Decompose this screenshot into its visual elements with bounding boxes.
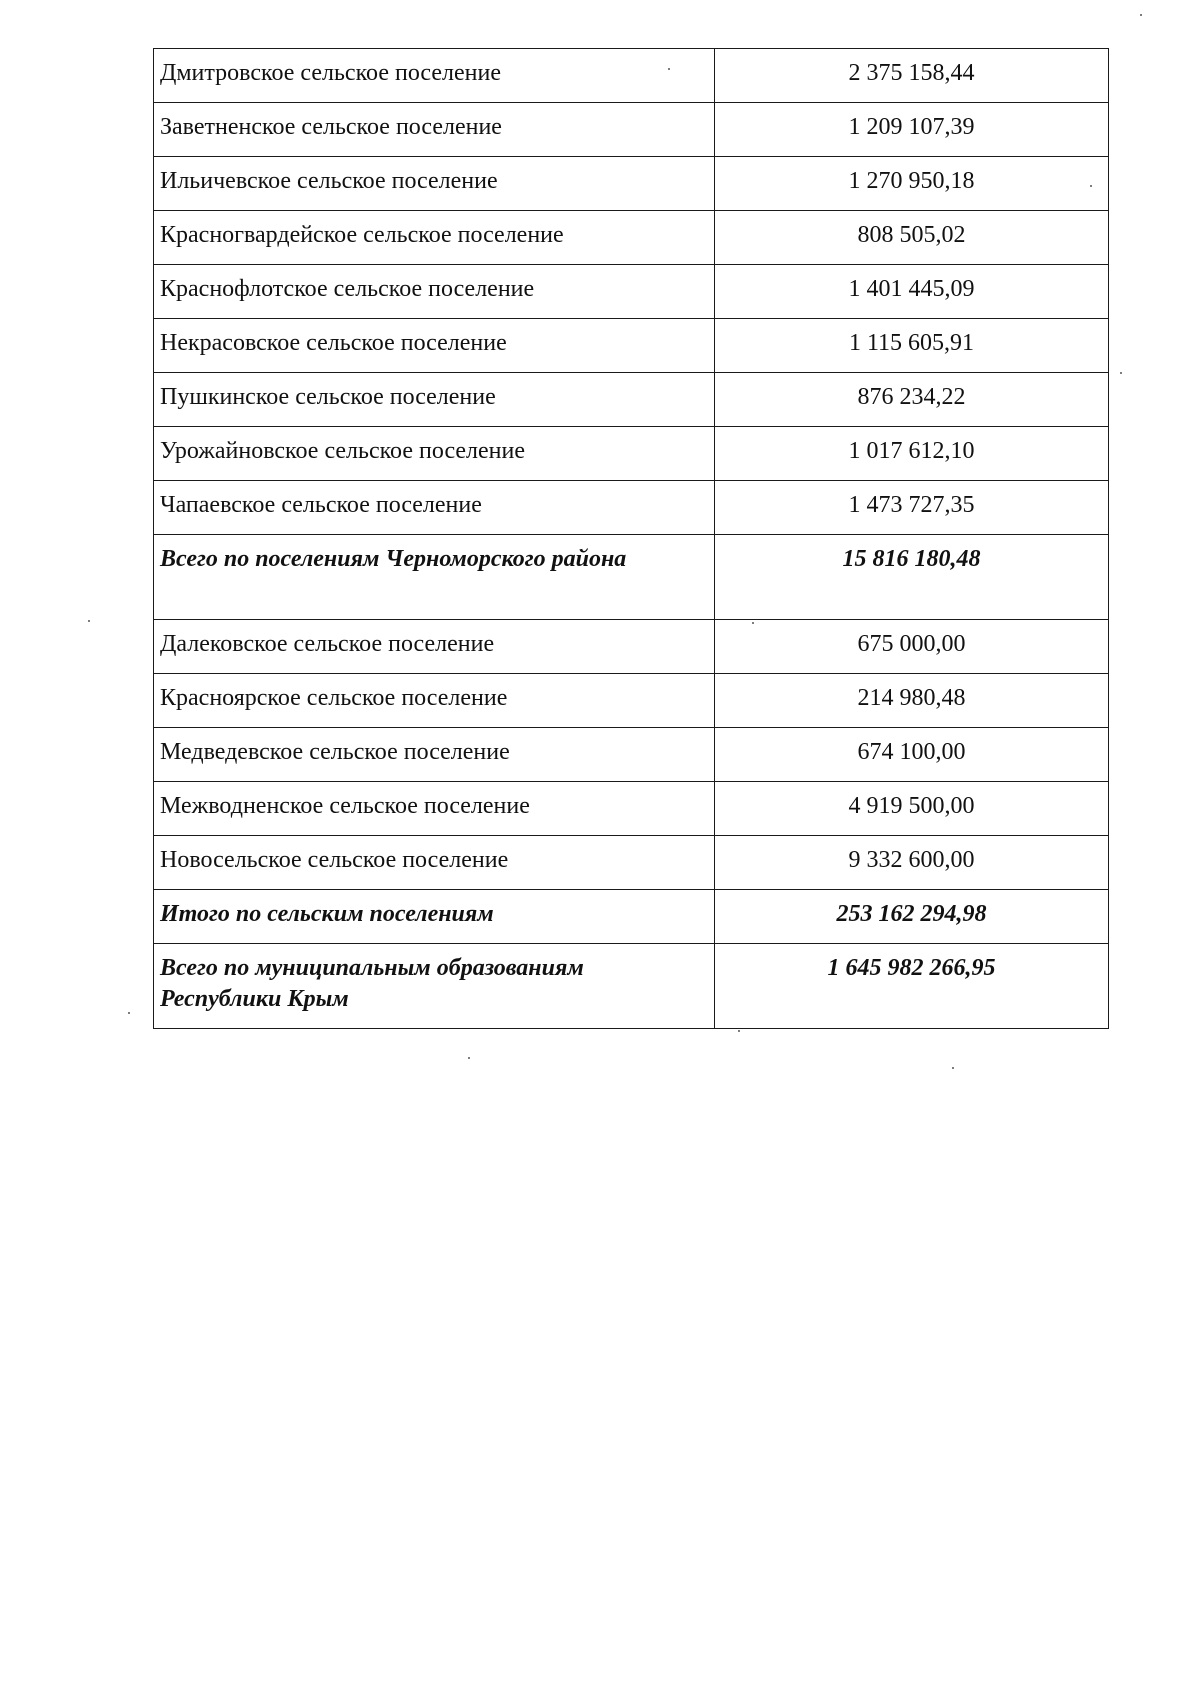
amount-cell: 2 375 158,44 (715, 49, 1109, 103)
scan-speck (1140, 14, 1142, 16)
settlement-name-cell: Красногвардейское сельское поселение (154, 211, 715, 265)
amount-cell: 1 209 107,39 (715, 103, 1109, 157)
table-row (154, 728, 1109, 782)
table-row (154, 481, 1109, 535)
settlement-name-cell: Красноярское сельское поселение (154, 674, 715, 728)
table-row (154, 674, 1109, 728)
amount-cell: 808 505,02 (715, 211, 1109, 265)
amount-cell: 9 332 600,00 (715, 836, 1109, 890)
amount-cell: 1 473 727,35 (715, 481, 1109, 535)
amount-cell: 1 401 445,09 (715, 265, 1109, 319)
table-row (154, 319, 1109, 373)
settlement-name-cell: Некрасовское сельское поселение (154, 319, 715, 373)
scan-speck (738, 1030, 740, 1032)
amount-cell: 675 000,00 (715, 620, 1109, 674)
amount-cell: 1 115 605,91 (715, 319, 1109, 373)
table-body (154, 49, 1109, 1029)
table-row (154, 620, 1109, 674)
table-row (154, 211, 1109, 265)
scan-speck (668, 68, 670, 70)
amount-cell: 1 270 950,18 (715, 157, 1109, 211)
grand-total-row (154, 944, 1109, 1029)
scan-speck (128, 1012, 130, 1014)
scan-speck (752, 622, 754, 624)
table-row (154, 836, 1109, 890)
settlement-name-cell: Чапаевское сельское поселение (154, 481, 715, 535)
grand-total-amount-cell: 1 645 982 266,95 (715, 944, 1109, 1029)
settlement-name-cell: Ильичевское сельское поселение (154, 157, 715, 211)
settlement-name-cell: Пушкинское сельское поселение (154, 373, 715, 427)
amount-cell: 214 980,48 (715, 674, 1109, 728)
scan-speck (1090, 185, 1092, 187)
total-amount-cell: 253 162 294,98 (715, 890, 1109, 944)
table-row (154, 49, 1109, 103)
settlement-name-cell: Межводненское сельское поселение (154, 782, 715, 836)
scan-speck (952, 1067, 954, 1069)
table-row (154, 103, 1109, 157)
rural-total-row (154, 890, 1109, 944)
settlement-name-cell: Новосельское сельское поселение (154, 836, 715, 890)
amount-cell: 1 017 612,10 (715, 427, 1109, 481)
scan-speck (468, 1057, 470, 1059)
table-row (154, 157, 1109, 211)
settlement-name-cell: Дмитровское сельское поселение (154, 49, 715, 103)
subtotal-amount-cell: 15 816 180,48 (715, 535, 1109, 620)
settlement-name-cell: Медведевское сельское поселение (154, 728, 715, 782)
settlement-name-cell: Краснофлотское сельское поселение (154, 265, 715, 319)
table-row (154, 373, 1109, 427)
settlement-name-cell: Далековское сельское поселение (154, 620, 715, 674)
amount-cell: 674 100,00 (715, 728, 1109, 782)
table-row (154, 265, 1109, 319)
settlements-budget-table (153, 48, 1109, 1029)
table-row (154, 782, 1109, 836)
total-label-cell: Итого по сельским поселениям (154, 890, 715, 944)
subtotal-label-cell: Всего по поселениям Черноморского района (154, 535, 715, 620)
settlement-name-cell: Заветненское сельское поселение (154, 103, 715, 157)
amount-cell: 876 234,22 (715, 373, 1109, 427)
scan-speck (1120, 372, 1122, 374)
table-row (154, 427, 1109, 481)
settlement-name-cell: Урожайновское сельское поселение (154, 427, 715, 481)
scan-speck (88, 620, 90, 622)
district-subtotal-row (154, 535, 1109, 620)
grand-total-label-cell: Всего по муниципальным образованиям Республики Крым (154, 944, 715, 1029)
amount-cell: 4 919 500,00 (715, 782, 1109, 836)
